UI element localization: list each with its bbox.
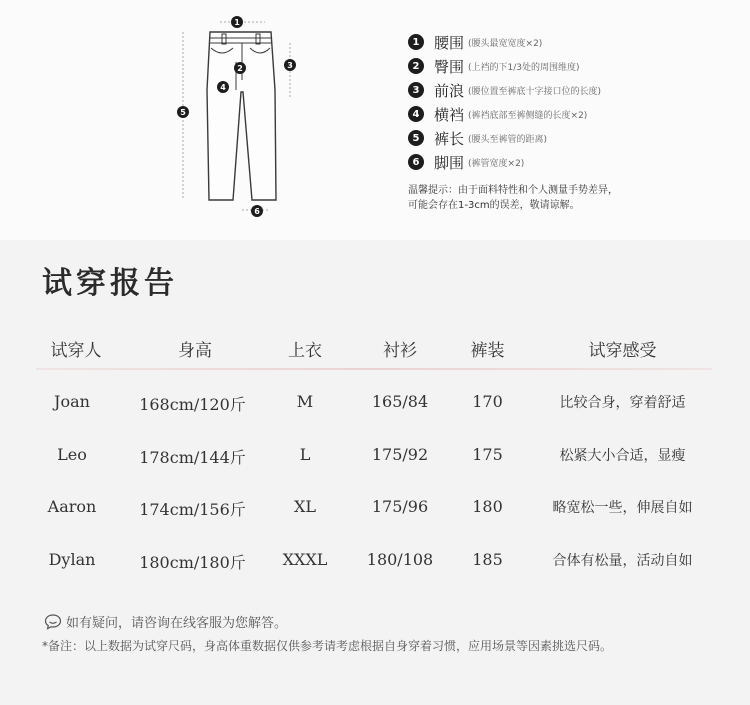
legend-name: 裤长 xyxy=(434,129,465,148)
cell-pants: 180 xyxy=(472,497,503,516)
cell-height: 178cm/144斤 xyxy=(139,448,246,467)
consult-text: 如有疑问，请咨询在线客服为您解答。 xyxy=(66,616,288,631)
table-divider xyxy=(36,368,712,370)
legend-desc: (腰头至裤管的距离) xyxy=(468,134,548,145)
legend-name: 脚围 xyxy=(434,153,465,172)
svg-text:4: 4 xyxy=(220,83,226,92)
remark-note: *备注：以上数据为试穿尺码，身高体重数据仅供参考请考虑根据自身穿着习惯，应用场景等因素挑选尺码。 xyxy=(42,639,613,653)
legend-name: 臀围 xyxy=(434,57,465,76)
cell-tester: Joan xyxy=(54,392,90,411)
cell-feeling: 合体有松量，活动自如 xyxy=(552,553,693,569)
cell-height: 174cm/156斤 xyxy=(139,500,246,519)
header-tester: 试穿人 xyxy=(50,341,102,361)
header-shirt: 衬衫 xyxy=(383,341,417,361)
legend-name: 前浪 xyxy=(434,81,465,100)
tip-line: 可能会存在1-3cm的误差，敬请谅解。 xyxy=(408,200,580,211)
legend-item xyxy=(408,152,524,172)
header-feeling: 试穿感受 xyxy=(588,341,657,361)
report-title: 试穿报告 xyxy=(42,266,178,301)
legend-number: 4 xyxy=(408,106,424,122)
cell-height: 180cm/180斤 xyxy=(139,553,246,572)
measurement-tip xyxy=(408,183,738,213)
cell-top: XL xyxy=(293,497,316,516)
svg-text:6: 6 xyxy=(254,207,260,216)
legend-number: 1 xyxy=(408,34,424,50)
cell-tester: Dylan xyxy=(48,550,96,569)
legend-item xyxy=(408,104,587,124)
cell-tester: Leo xyxy=(57,445,87,464)
cell-top: L xyxy=(299,445,311,464)
header-top: 上衣 xyxy=(288,341,322,361)
cell-feeling: 比较合身，穿着舒适 xyxy=(559,395,686,411)
pants-diagram xyxy=(170,10,310,225)
legend-item xyxy=(408,56,580,76)
legend-desc: (腰头最宽宽度×2) xyxy=(468,38,543,49)
svg-text:5: 5 xyxy=(180,108,186,117)
cell-top: M xyxy=(296,392,314,411)
cell-shirt: 180/108 xyxy=(366,550,434,569)
svg-text:1: 1 xyxy=(234,18,240,27)
cell-shirt: 165/84 xyxy=(371,392,429,411)
cell-feeling: 略宽松一些，伸展自如 xyxy=(552,500,693,516)
cell-top: XXXL xyxy=(282,550,328,569)
chat-bubble-icon xyxy=(44,614,62,630)
size-guide-section xyxy=(0,0,750,240)
legend-desc: (腰位置至裤底十字接口位的长度) xyxy=(468,86,602,97)
legend-item xyxy=(408,80,601,100)
legend-item xyxy=(408,32,542,52)
svg-text:2: 2 xyxy=(237,64,243,73)
legend-number: 3 xyxy=(408,82,424,98)
legend-name: 腰围 xyxy=(434,33,465,52)
cell-pants: 175 xyxy=(472,445,503,464)
cell-height: 168cm/120斤 xyxy=(139,395,246,414)
legend-number: 5 xyxy=(408,130,424,146)
consult-note xyxy=(44,612,287,631)
legend-name: 横裆 xyxy=(434,105,465,124)
header-pants: 裤装 xyxy=(470,341,505,361)
cell-tester: Aaron xyxy=(47,497,97,516)
tip-line: 温馨提示：由于面料特性和个人测量手势差异， xyxy=(408,185,618,196)
cell-shirt: 175/96 xyxy=(371,497,429,516)
legend-desc: (上裆的下1/3处的周围维度) xyxy=(468,62,580,73)
cell-shirt: 175/92 xyxy=(371,445,429,464)
legend-item xyxy=(408,128,547,148)
cell-pants: 185 xyxy=(472,550,503,569)
cell-pants: 170 xyxy=(472,392,503,411)
cell-feeling: 松紧大小合适，显瘦 xyxy=(559,448,686,464)
legend-desc: (裤裆底部至裤侧缝的长度×2) xyxy=(468,110,588,121)
legend-number: 6 xyxy=(408,154,424,170)
legend-desc: (裤管宽度×2) xyxy=(468,158,525,169)
svg-text:3: 3 xyxy=(287,61,293,70)
header-height: 身高 xyxy=(178,341,212,361)
legend-number: 2 xyxy=(408,58,424,74)
